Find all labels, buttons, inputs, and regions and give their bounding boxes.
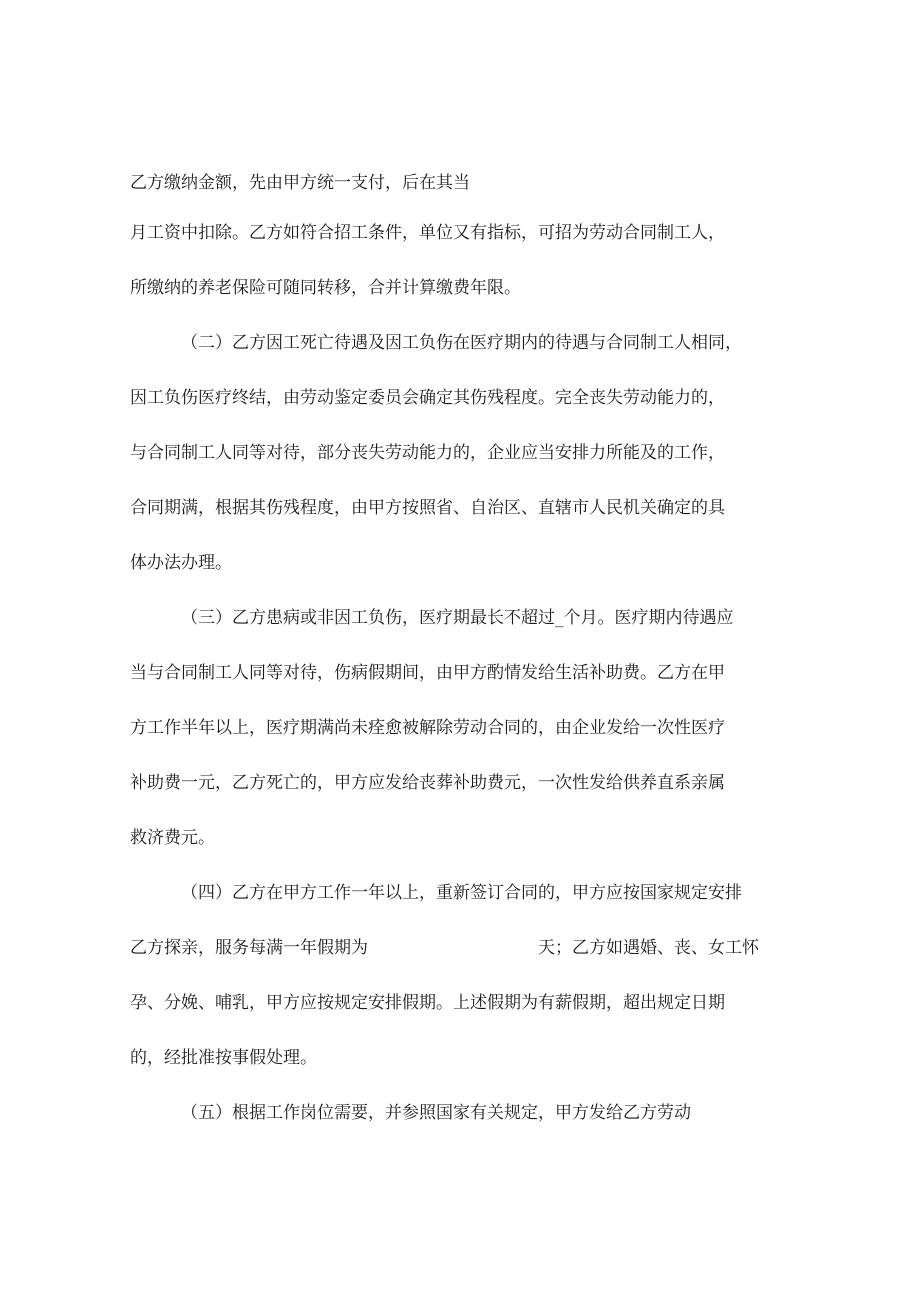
text-line: 当与合同制工人同等对待，伤病假期间，由甲方酌情发给生活补助费。乙方在甲 [130, 663, 725, 683]
text-line: （三）乙方患病或非因工负伤，医疗期最长不超过_个月。医疗期内待遇应 [181, 608, 734, 628]
text-line: 所缴纳的养老保险可随同转移，合并计算缴费年限。 [130, 278, 521, 298]
text-line: （五）根据工作岗位需要，并参照国家有关规定，甲方发给乙方劳动 [181, 1103, 691, 1123]
text-line: 乙方探亲，服务每满一年假期为 [130, 938, 368, 958]
text-line: 的，经批准按事假处理。 [130, 1048, 317, 1068]
text-line: （二）乙方因工死亡待遇及因工负伤在医疗期内的待遇与合同制工人相同， [181, 333, 742, 353]
text-line: 补助费一元，乙方死亡的，甲方应发给丧葬补助费元，一次性发给供养直系亲属 [130, 773, 725, 793]
text-line: （四）乙方在甲方工作一年以上，重新签订合同的，甲方应按国家规定安排 [181, 883, 742, 903]
text-line: 因工负伤医疗终结，由劳动鉴定委员会确定其伤残程度。完全丧失劳动能力的， [130, 388, 725, 408]
text-line: 体办法办理。 [130, 553, 232, 573]
text-line: 救济费元。 [130, 828, 215, 848]
text-line: 方工作半年以上，医疗期满尚未痊愈被解除劳动合同的，由企业发给一次性医疗 [130, 718, 725, 738]
text-line: 与合同制工人同等对待，部分丧失劳动能力的，企业应当安排力所能及的工作， [130, 443, 725, 463]
text-line: 月工资中扣除。乙方如符合招工条件，单位又有指标，可招为劳动合同制工人， [130, 223, 725, 243]
text-line: 孕、分娩、哺乳，甲方应按规定安排假期。上述假期为有薪假期，超出规定日期 [130, 993, 725, 1013]
text-line: 天；乙方如遇婚、丧、女工怀 [538, 938, 759, 958]
text-line: 乙方缴纳金额，先由甲方统一支付，后在其当 [130, 173, 470, 193]
text-line: 合同期满，根据其伤残程度，由甲方按照省、自治区、直辖市人民机关确定的具 [130, 498, 725, 518]
